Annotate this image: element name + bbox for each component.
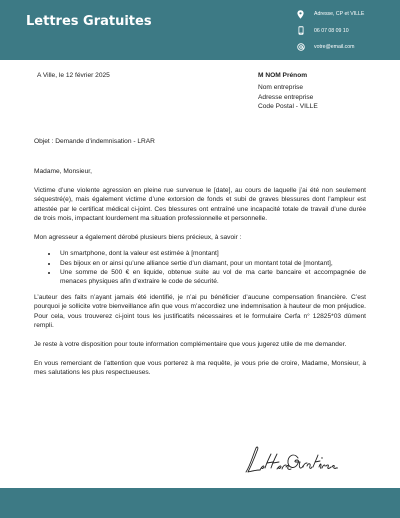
at-sign-icon [296,43,305,52]
footer-band [0,488,400,518]
paragraph-5: En vous remerciant de l’attention que vous porterez à ma requête, je vous prie de croire, Madame, Monsieur, à mes salutations les plus respectueuses. [34,360,366,377]
recipient-city: Code Postal - VILLE [258,103,318,111]
contact-address-text: Adresse, CP et VILLE [314,11,365,18]
paragraph-4: Je reste à votre disposition pour toute information complémentaire que vous jugerez utile de me demander. [34,341,347,349]
contact-phone [296,23,396,40]
signature [240,438,340,478]
list-item: • Des bijoux en or ainsi qu’une alliance sertie d’un diamant, pour un montant total de [montant], [58,259,366,268]
contact-email [296,39,396,56]
salutation: Madame, Monsieur, [34,168,92,175]
contact-address [296,6,396,23]
recipient-name: M NOM Prénom [258,72,308,79]
paragraph-2: Mon agresseur a également dérobé plusieurs biens précieux, à savoir : [34,234,242,242]
paragraph-1: Victime d’une violente agression en pleine rue survenue le [date], au cours de laquelle j’ai été non seulement séquestré(e), mais également victime d’une extorsion de fonds et subi de graves blessures dont l’ampleur est attestée par le certificat médical ci-joint. Ces blessures ont entraîné une incapacité totale de travail d’une durée de trois mois, impactant lourdement ma situation professionnelle et personnelle. [34,187,366,223]
contact-phone-text: 06 07 08 09 10 [314,27,349,34]
contact-block [296,6,396,56]
stolen-items-list [34,249,366,287]
contact-email-text: votre@email.com [314,44,355,51]
letter-subject: Objet : Demande d’indemnisation - LRAR [34,138,155,145]
place-date: A Ville, le 12 février 2025 [37,72,110,79]
recipient-address: Adresse entreprise [258,93,314,101]
header-band [0,0,400,60]
phone-icon [296,26,305,35]
list-item: • Un smartphone, dont la valeur est estimée à [montant] [58,249,366,258]
letter-body [34,167,366,387]
recipient-block [258,71,318,112]
recipient-company: Nom entreprise [258,84,304,92]
list-item: • Une somme de 500 € en liquide, obtenue suite au vol de ma carte bancaire et accompagnée de menaces physiques afin d’extraire le code de sécurité. [58,268,366,287]
brand-title: Lettres Gratuites [26,14,152,29]
paragraph-3: L’auteur des faits n’ayant jamais été identifié, je n’ai pu bénéficier d’aucune compensation financière. C’est pourquoi je sollicite votre bienveillance afin que vous m’accordiez une indemnisation à hauteur de mon préjudice. Pour cela, vous trouverez ci-joint tous les justificatifs nécessaires et le formulaire Cerfa n° 12825*03 dûment rempli. [34,293,366,330]
location-pin-icon [296,10,305,19]
